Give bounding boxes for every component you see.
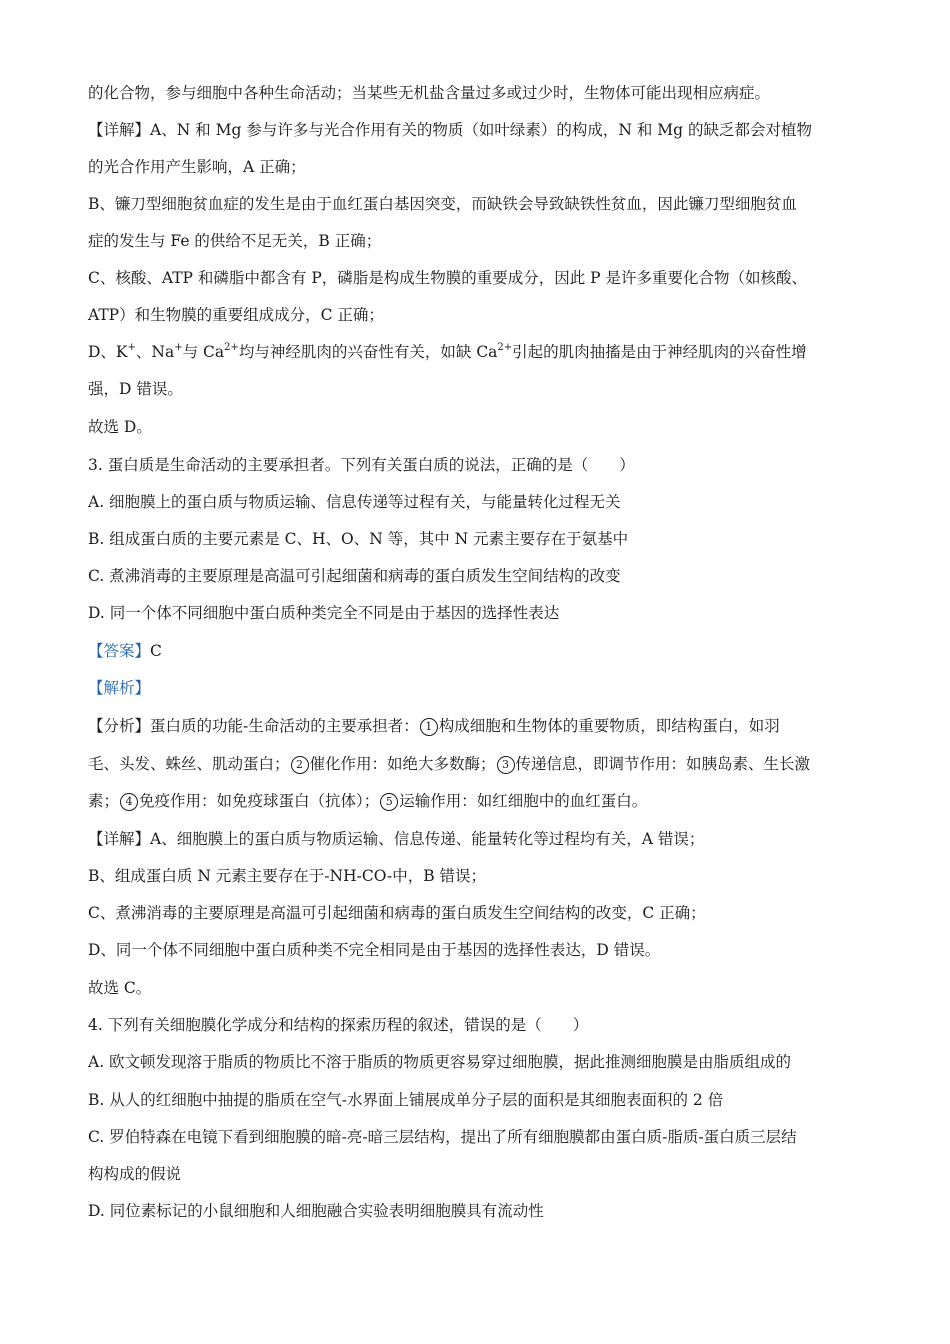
circled-number: 2: [291, 756, 309, 774]
text-line: C、煮沸消毒的主要原理是高温可引起细菌和病毒的蛋白质发生空间结构的改变，C 正确；: [88, 904, 706, 922]
text-line: 的光合作用产生影响，A 正确；: [88, 158, 306, 176]
text-line: ATP）和生物膜的重要组成成分，C 正确；: [88, 306, 384, 324]
option-a: A. 欧文顿发现溶于脂质的物质比不溶于脂质的物质更容易穿过细胞膜，据此推测细胞膜是由脂质组成的: [88, 1053, 792, 1071]
text-span: 构成细胞和生物体的重要物质，即结构蛋白，如羽: [438, 717, 780, 735]
option-b: B. 从人的红细胞中抽提的脂质在空气-水界面上铺展成单分子层的面积是其细胞表面积的 2 倍: [88, 1091, 724, 1109]
text-line: [88, 791, 880, 811]
answer-value: C: [150, 642, 162, 660]
answer-tag: 【答案】: [88, 642, 151, 660]
text-line: 故选 C。: [88, 979, 152, 997]
answer-line: [88, 641, 880, 661]
text-line: 【详解】A、N 和 Mg 参与许多与光合作用有关的物质（如叶绿素）的构成，N 和 Mg 的缺乏都会对植物: [88, 121, 812, 139]
option-d: D. 同位素标记的小鼠细胞和人细胞融合实验表明细胞膜具有流动性: [88, 1202, 544, 1220]
text-line: 【详解】A、细胞膜上的蛋白质与物质运输、信息传递、能量转化等过程均有关，A 错误；: [88, 830, 705, 848]
text-span: 免疫作用：如免疫球蛋白（抗体）；: [139, 792, 380, 810]
option-a: A. 细胞膜上的蛋白质与物质运输、信息传递等过程有关，与能量转化过程无关: [88, 493, 621, 511]
text-span: 毛、头发、蛛丝、肌动蛋白；: [88, 755, 290, 773]
text-line: [88, 342, 880, 362]
text-line: 的化合物，参与细胞中各种生命活动；当某些无机盐含量过多或过少时，生物体可能出现相应病症。: [88, 84, 771, 102]
superscript: 2+: [224, 341, 239, 353]
superscript: +: [174, 341, 183, 353]
option-c: C. 罗伯特森在电镜下看到细胞膜的暗-亮-暗三层结构，提出了所有细胞膜都由蛋白质-脂质-蛋白质三层结: [88, 1128, 797, 1146]
text-span: 【分析】蛋白质的功能-生命活动的主要承担者：: [88, 717, 419, 735]
text-span: 传递信息，即调节作用：如胰岛素、生长激: [515, 755, 811, 773]
text-line: C、核酸、ATP 和磷脂中都含有 P，磷脂是构成生物膜的重要成分，因此 P 是许多重要化合物（如核酸、: [88, 269, 808, 287]
text-line: 症的发生与 Fe 的供给不足无关，B 正确；: [88, 232, 382, 250]
superscript: +: [127, 341, 136, 353]
text-line: 强，D 错误。: [88, 380, 183, 398]
text-span: 与 Ca: [182, 343, 225, 361]
text-span: 均与神经肌肉的兴奋性有关，如缺 Ca: [238, 343, 498, 361]
option-d: D. 同一个体不同细胞中蛋白质种类完全不同是由于基因的选择性表达: [88, 604, 560, 622]
circled-number: 1: [420, 718, 438, 736]
text-line: B、镰刀型细胞贫血症的发生是由于血红蛋白基因突变，而缺铁会导致缺铁性贫血，因此镰刀型细胞贫血: [88, 195, 797, 213]
superscript: 2+: [497, 341, 513, 353]
text-line: [88, 716, 880, 736]
text-line: [88, 754, 880, 774]
text-span: 运输作用：如红细胞中的血红蛋白。: [399, 792, 648, 810]
circled-number: 3: [497, 756, 515, 774]
option-c: C. 煮沸消毒的主要原理是高温可引起细菌和病毒的蛋白质发生空间结构的改变: [88, 567, 621, 585]
question-stem: 3. 蛋白质是生命活动的主要承担者。下列有关蛋白质的说法，正确的是（ ）: [88, 456, 635, 474]
analysis-tag: 【解析】: [88, 679, 151, 697]
text-span: 、Na: [135, 343, 175, 361]
circled-number: 5: [380, 793, 398, 811]
text-line: B、组成蛋白质 N 元素主要存在于-NH-CO-中，B 错误；: [88, 867, 487, 885]
text-line: 故选 D。: [88, 418, 152, 436]
option-c-cont: 构构成的假说: [88, 1165, 182, 1183]
circled-number: 4: [120, 793, 138, 811]
question-stem: 4. 下列有关细胞膜化学成分和结构的探索历程的叙述，错误的是（ ）: [88, 1016, 589, 1034]
text-span: 素；: [88, 792, 120, 810]
text-span: 催化作用：如绝大多数酶；: [309, 755, 496, 773]
option-b: B. 组成蛋白质的主要元素是 C、H、O、N 等，其中 N 元素主要存在于氨基中: [88, 530, 629, 548]
text-line: D、同一个体不同细胞中蛋白质种类不完全相同是由于基因的选择性表达，D 错误。: [88, 941, 661, 959]
text-span: 引起的肌肉抽搐是由于神经肌肉的兴奋性增: [512, 343, 807, 361]
text-span: D、K: [88, 343, 128, 361]
